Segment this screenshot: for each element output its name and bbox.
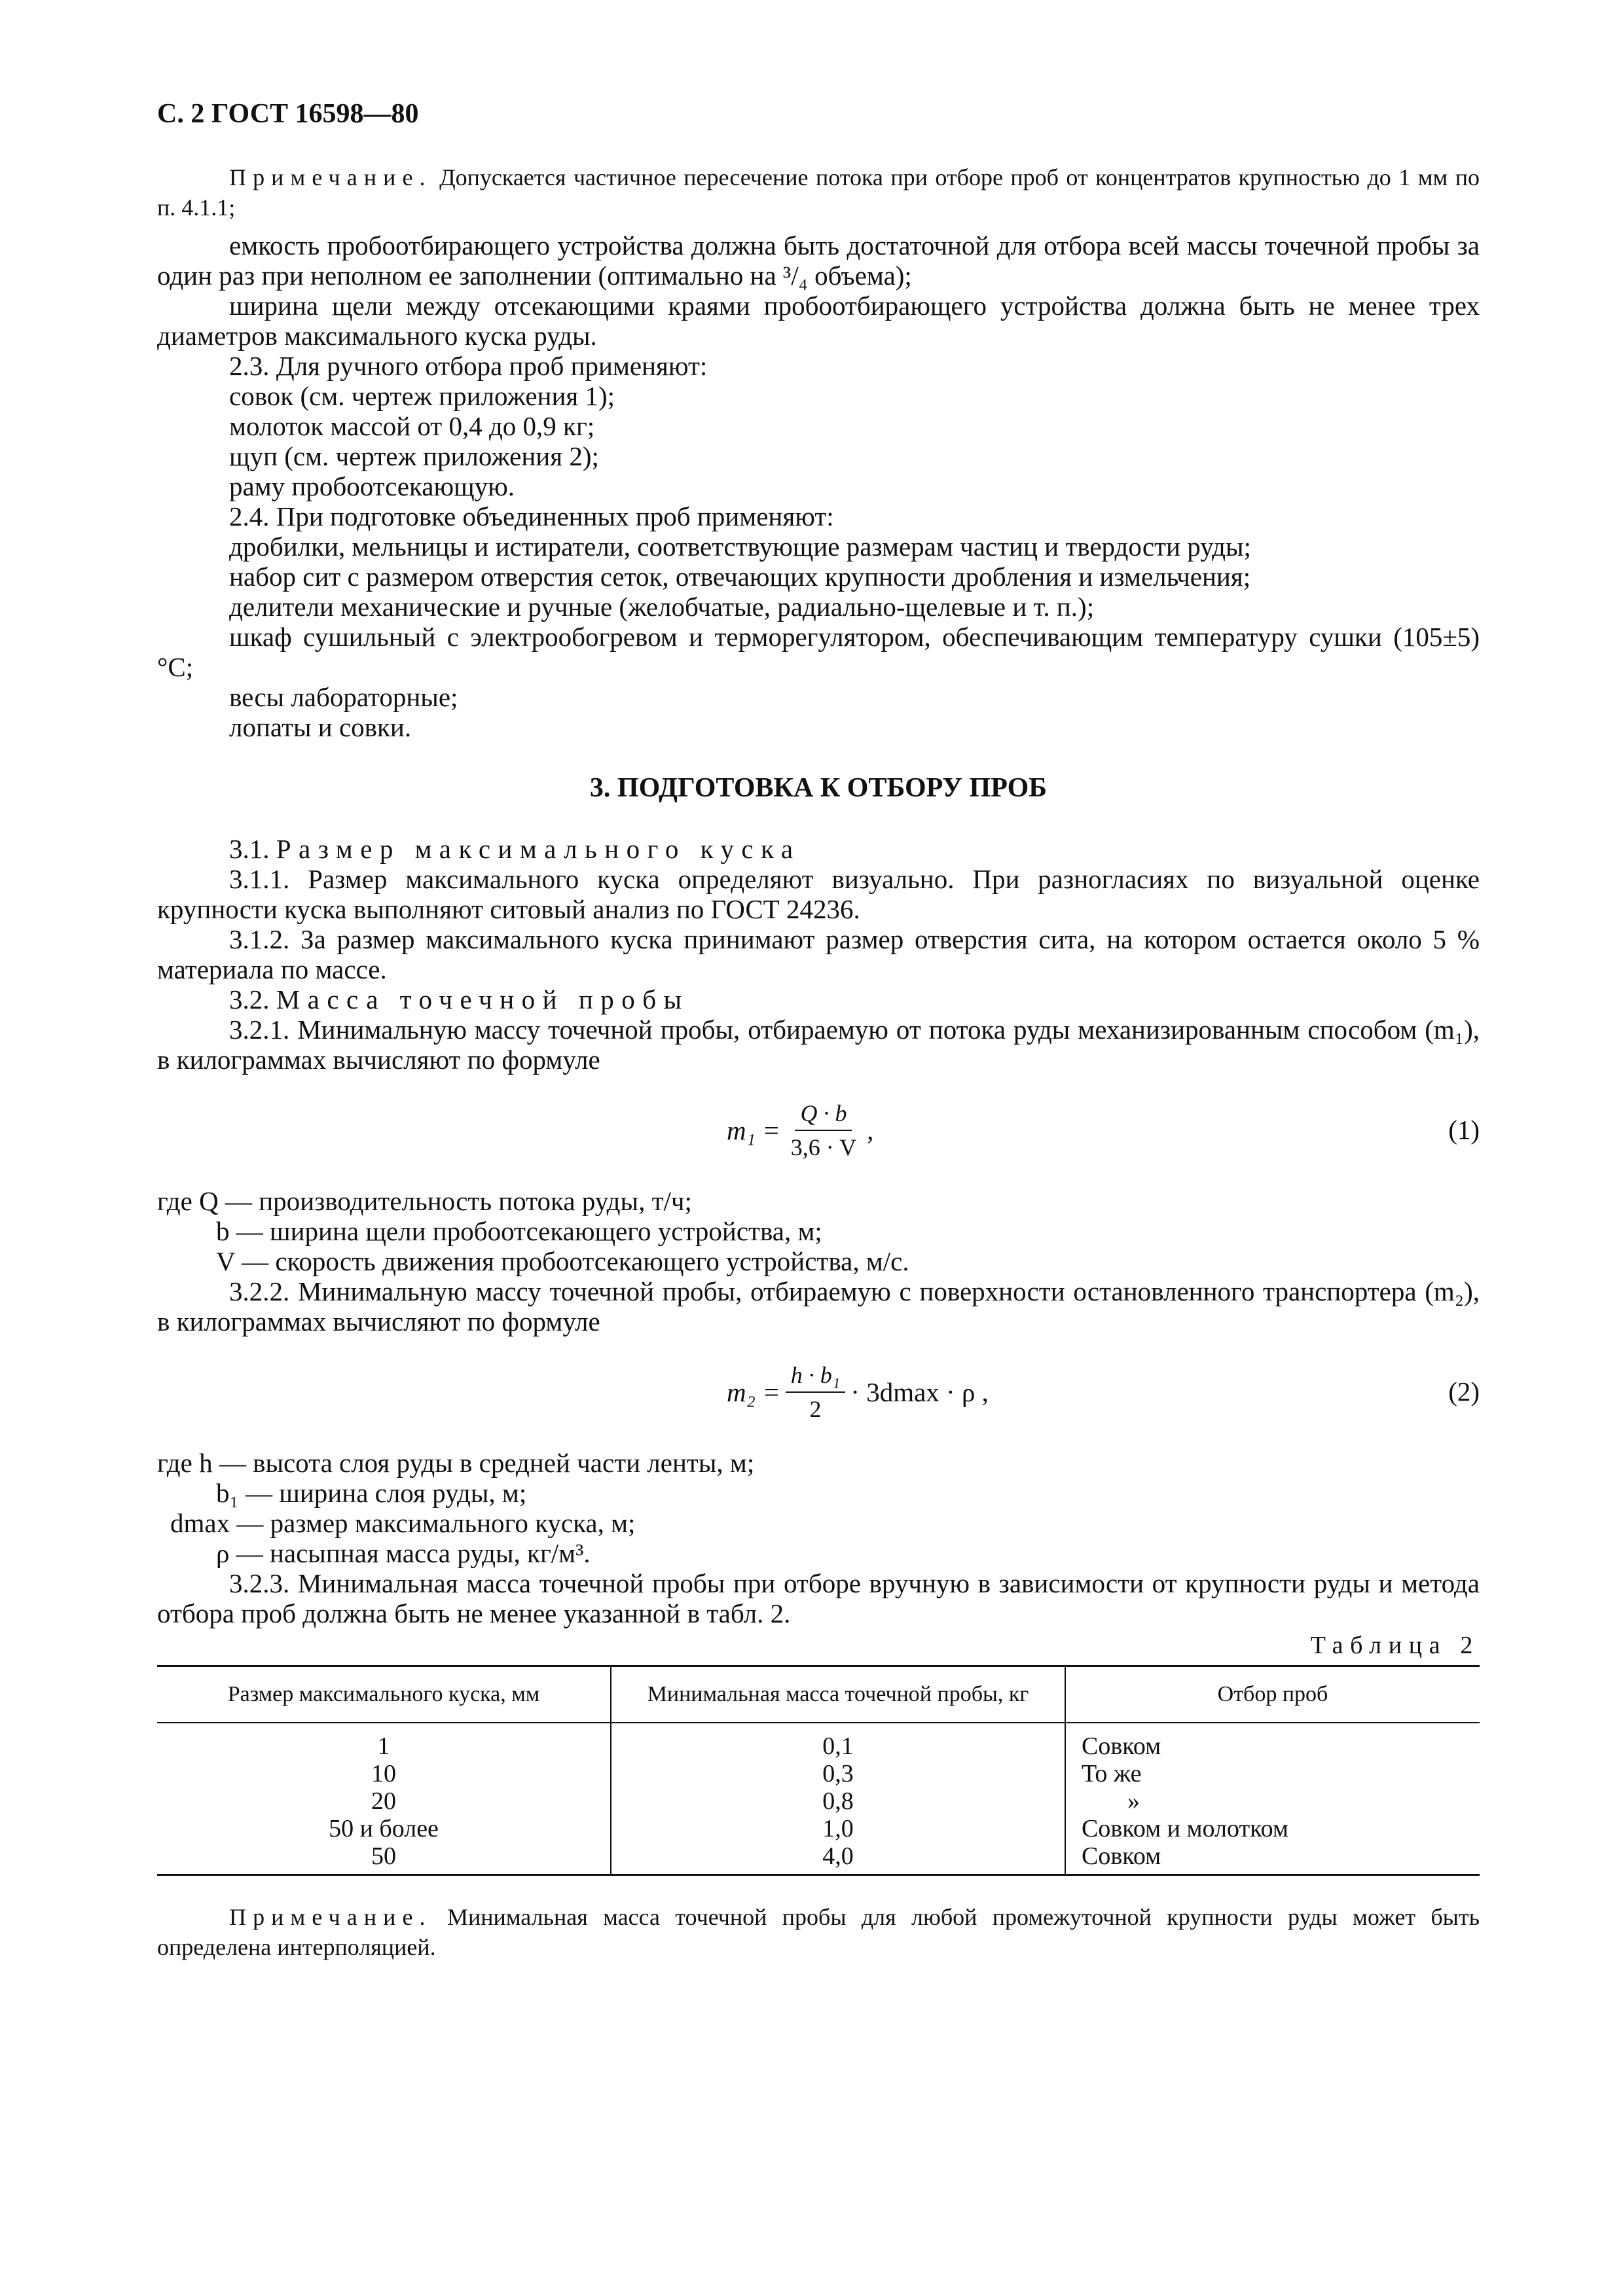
paragraph: совок (см. чертеж приложения 1); [229,381,615,411]
cell-line: 0,8 [822,1787,854,1815]
definition: V — скорость движения пробоотсекающего устройства, м/с. [216,1246,909,1276]
table-header-cell: Отбор проб [1065,1666,1480,1723]
note-2 [157,1902,1480,1962]
cell-line: 1,0 [822,1815,854,1842]
cell-line: 10 [371,1760,396,1787]
paragraph: шкаф сушильный с электрообогревом и терморегулятором, обеспечивающим температуру сушки (105±5) °С; [157,622,1480,682]
subsection-title: Масса точечной пробы [276,984,689,1014]
definitions-2 [157,1448,1480,1568]
definition: b — ширина щели пробоотсекающего устройства, м; [216,1216,822,1246]
formula-denominator: 2 [809,1396,822,1422]
paragraphs-section-2 [157,230,1480,742]
formula-denominator: 3,6 · V [790,1134,857,1160]
paragraph: весы лабораторные; [229,682,458,712]
section-3-title: 3. ПОДГОТОВКА К ОТБОРУ ПРОБ [589,773,1048,803]
document-page [157,98,1480,1962]
cell-line: То же [1082,1760,1142,1787]
table-row [157,1723,1480,1875]
note-2-text: Минимальная масса точечной пробы для любой промежуточной крупности руды может быть определена интерполяцией. [157,1904,1480,1960]
paragraph: делители механические и ручные (желобчатые, радиально-щелевые и т. п.); [229,592,1095,622]
table-cell-mass [611,1723,1065,1875]
formula-numerator: h · b₁ [786,1361,846,1393]
paragraph: 2.4. При подготовке объединенных проб применяют: [229,501,834,531]
note-2-label: Примечание. [229,1904,432,1930]
definition: dmax — размер максимального куска, м; [170,1508,636,1538]
paragraph-3-2-1: 3.2.1. Минимальную массу точечной пробы, отбираемую от потока руды механизированным способом (m₁), в килограммах вычисляют по формуле [157,1014,1480,1075]
table-cell-method [1065,1723,1480,1875]
definition: b₁ — ширина слоя руды, м; [216,1478,527,1508]
table-header-row [157,1666,1480,1723]
formula-2 [157,1356,1480,1428]
cell-line: 50 и более [329,1815,439,1842]
cell-line: 0,3 [822,1760,854,1787]
note-1-text: Допускается частичное пересечение потока при отборе проб от концентратов крупностью до 1 мм по п. 4.1.1; [157,164,1480,221]
formula-fraction [786,1361,846,1423]
subsection-title: Размер максимального куска [276,834,801,864]
definition: где Q — производительность потока руды, т/ч; [157,1186,692,1216]
paragraph-3-2-3: 3.2.3. Минимальная масса точечной пробы при отборе вручную в зависимости от крупности руды и метода отбора проб должна быть не менее указанной в табл. 2. [157,1568,1480,1628]
paragraph: ширина щели между отсекающими краями пробоотбирающего устройства должна быть не менее трех диаметров максимального куска руды. [157,291,1480,351]
paragraph: 2.3. Для ручного отбора проб применяют: [229,351,708,381]
table-caption: Таблица 2 [1310,1632,1480,1659]
formula-lhs: m₁ = [727,1115,780,1145]
formula-lhs: m₂ = [727,1377,780,1407]
formula-number: (1) [1448,1115,1480,1145]
subsection-number: 3.2. [229,984,270,1014]
note-1-label: Примечание. [229,164,432,190]
subsection-3-1-title [157,834,1480,864]
note-1 [157,162,1480,223]
page-header: С. 2 ГОСТ 16598—80 [157,99,419,129]
table-header-cell: Размер максимального куска, мм [157,1666,611,1723]
table-cell-size [157,1723,611,1875]
paragraph: дробилки, мельницы и истиратели, соответствующие размерам частиц и твердости руды; [229,531,1251,562]
table-header-cell: Минимальная масса точечной пробы, кг [611,1666,1065,1723]
formula-fraction [786,1100,862,1161]
subsection-3-2-title [157,984,1480,1014]
cell-line: Совком и молотком [1082,1815,1288,1842]
paragraph: лопаты и совки. [229,712,412,742]
formula-tail: , [867,1115,874,1145]
cell-line: Совком [1082,1732,1161,1760]
cell-line: 1 [377,1732,390,1760]
formula-tail: · 3dmax · ρ , [850,1377,989,1407]
definitions-1 [157,1186,1480,1276]
formula-number: (2) [1448,1376,1480,1407]
cell-line: 20 [371,1787,396,1815]
paragraph: раму пробоотсекающую. [229,471,515,501]
paragraph: молоток массой от 0,4 до 0,9 кг; [229,411,595,441]
formula-numerator: Q · b [795,1100,852,1131]
cell-line: » [1127,1787,1140,1815]
paragraph: набор сит с размером отверстия сеток, отвечающих крупности дробления и измельчения; [229,562,1251,592]
definition: где h — высота слоя руды в средней части ленты, м; [157,1448,755,1478]
subsection-number: 3.1. [229,834,270,864]
cell-line: 4,0 [822,1842,854,1870]
paragraph-3-1-1: 3.1.1. Размер максимального куска определяют визуально. При разногласиях по визуальной оценке крупности куска выполняют ситовый анализ по ГОСТ 24236. [157,864,1480,924]
definition: ρ — насыпная масса руды, кг/м³. [216,1538,591,1568]
paragraph: щуп (см. чертеж приложения 2); [229,441,599,471]
cell-line: 0,1 [822,1732,854,1760]
cell-line: Совком [1082,1842,1161,1870]
formula-1 [157,1094,1480,1166]
paragraph-3-1-2: 3.1.2. За размер максимального куска принимают размер отверстия сита, на котором остается около 5 % материала по массе. [157,924,1480,984]
table-2 [157,1665,1480,1876]
paragraph: емкость пробоотбирающего устройства должна быть достаточной для отбора всей массы точечной пробы за один раз при неполном ее заполнении (оптимально на ³/₄ объема); [157,230,1480,291]
cell-line: 50 [371,1842,396,1870]
paragraph-3-2-2: 3.2.2. Минимальную массу точечной пробы, отбираемую с поверхности остановленного транспортера (m₂), в килограммах вычисляют по формуле [157,1276,1480,1336]
